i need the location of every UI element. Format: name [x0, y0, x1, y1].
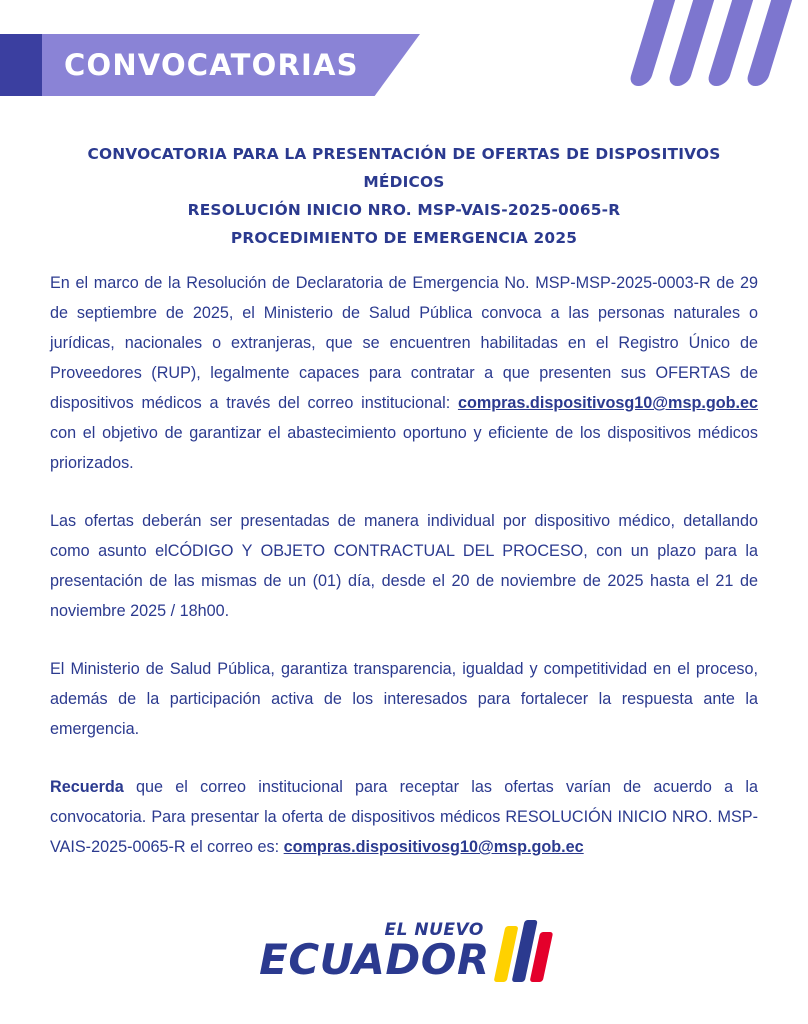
slash-icon	[667, 0, 714, 86]
paragraph: En el marco de la Resolución de Declaratoria de Emergencia No. MSP-MSP-2025-0003-R de 29 de septiembre de 2025, el Ministerio de Salud Pública convoca a las personas naturales o jurídicas, nacionales o extranjeras, que se encuentren habilitadas en el Registro Único de Proveedores (RUP), legalmente capaces para contratar a que presenten sus OFERTAS de dispositivos médicos a través del correo institucional: compras.dispositivosg10@msp.gob.ec con el objetivo de garantizar el abastecimiento oportuno y eficiente de los dispositivos médicos priorizados.	[50, 274, 758, 472]
slash-icon	[706, 0, 753, 86]
email-link[interactable]: compras.dispositivosg10@msp.gob.ec	[457, 394, 758, 412]
header-title: CONVOCATORIAS	[64, 48, 359, 82]
paragraph: Recuerda que el correo institucional para receptar las ofertas varían de acuerdo a la convocatoria. Para presentar la oferta de dispositivos médicos RESOLUCIÓN INICIO NRO. MSP-VAIS-2025-0065-R el correo es: compras.dispositivosg10@msp.gob.ec	[50, 778, 758, 856]
decorative-slashes	[600, 0, 780, 86]
emphasis-text: Recuerda	[50, 778, 124, 796]
document-title-line: CONVOCATORIA PARA LA PRESENTACIÓN DE OFERTAS DE DISPOSITIVOS MÉDICOS	[87, 145, 721, 191]
flag-icon	[493, 920, 555, 982]
document-title-line: RESOLUCIÓN INICIO NRO. MSP-VAIS-2025-0065-R	[187, 201, 621, 219]
paragraph: Las ofertas deberán ser presentadas de manera individual por dispositivo médico, detallando como asunto elCÓDIGO Y OBJETO CONTRACTUAL DEL PROCESO, con un plazo para la presentación de las mismas de un (01) día, desde el 20 de noviembre de 2025 hasta el 21 de noviembre 2025 / 18h00.	[50, 512, 758, 620]
slash-icon	[628, 0, 675, 86]
logo-text	[259, 920, 490, 984]
logo-subtitle: EL NUEVO	[384, 920, 484, 940]
ecuador-logo	[259, 920, 549, 982]
document-title-line: PROCEDIMIENTO DE EMERGENCIA 2025	[230, 229, 578, 247]
document-title	[50, 140, 758, 252]
header-band-dark	[0, 34, 42, 96]
footer	[0, 920, 808, 1000]
document-body	[50, 268, 758, 862]
logo-title: ECUADOR	[259, 935, 490, 984]
paragraph: El Ministerio de Salud Pública, garantiza transparencia, igualdad y competitividad en el proceso, además de la participación activa de los interesados para fortalecer la respuesta ante la emergencia.	[50, 660, 758, 738]
slash-icon	[745, 0, 792, 86]
email-link[interactable]: compras.dispositivosg10@msp.gob.ec	[283, 838, 584, 856]
